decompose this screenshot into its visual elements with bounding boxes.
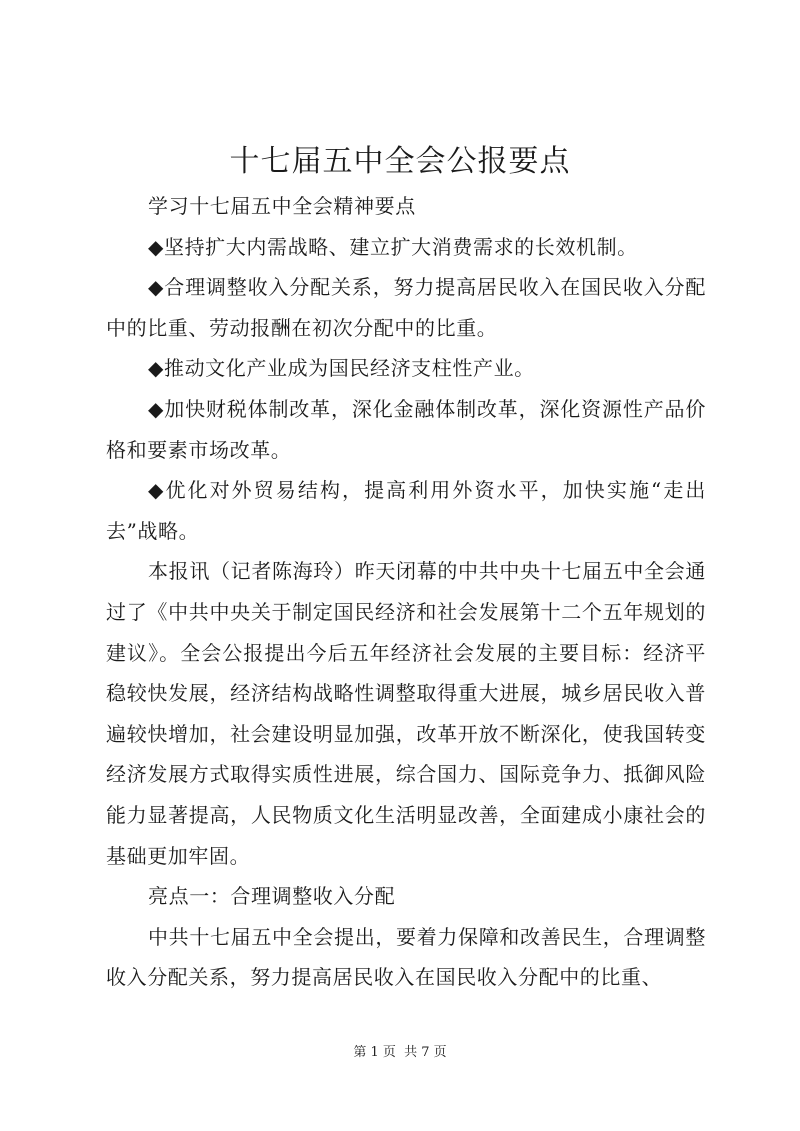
- page-number-label: 第 1 页: [353, 1045, 396, 1060]
- paragraph-bullet-domestic-demand: ◆坚持扩大内需战略、建立扩大消费需求的长效机制。: [148, 234, 638, 259]
- document-body: [106, 186, 706, 998]
- paragraph-highlight-one-heading: 亮点一：合理调整收入分配: [148, 884, 396, 909]
- paragraph-bullet-fiscal-reform: ◆加快财税体制改革，深化金融体制改革，深化资源性产品价格和要素市场改革。: [106, 396, 706, 462]
- page-footer: [0, 1044, 800, 1062]
- document-title: 十七届五中全会公报要点: [229, 144, 571, 179]
- paragraph-bullet-foreign-trade: ◆优化对外贸易结构，提高利用外资水平，加快实施“走出去”战略。: [106, 478, 706, 543]
- paragraph-bullet-cultural-industry: ◆推动文化产业成为国民经济支柱性产业。: [148, 356, 535, 381]
- paragraph-highlight-one-body: 中共十七届五中全会提出，要着力保障和改善民生，合理调整收入分配关系，努力提高居民收入在国民收入分配中的比重、: [106, 924, 706, 990]
- total-pages-label: 共 7 页: [404, 1045, 447, 1060]
- paragraph-news-report: 本报讯（记者陈海玲）昨天闭幕的中共中央十七届五中全会通过了《中共中央关于制定国民经济和社会发展第十二个五年规划的建议》。全会公报提出今后五年经济社会发展的主要目标：经济平稳较快发展，经济结构战略性调整取得重大进展，城乡居民收入普遍较快增加，社会建设明显加强，改革开放不断深化，使我国转变经济发展方式取得实质性进展，综合国力、国际竞争力、抵御风险能力显著提高，人民物质文化生活明显改善，全面建成小康社会的基础更加牢固。: [106, 559, 706, 868]
- paragraph-bullet-income-distribution: ◆合理调整收入分配关系，努力提高居民收入在国民收入分配中的比重、劳动报酬在初次分配中的比重。: [106, 275, 706, 340]
- paragraph-study-heading: 学习十七届五中全会精神要点: [148, 194, 416, 218]
